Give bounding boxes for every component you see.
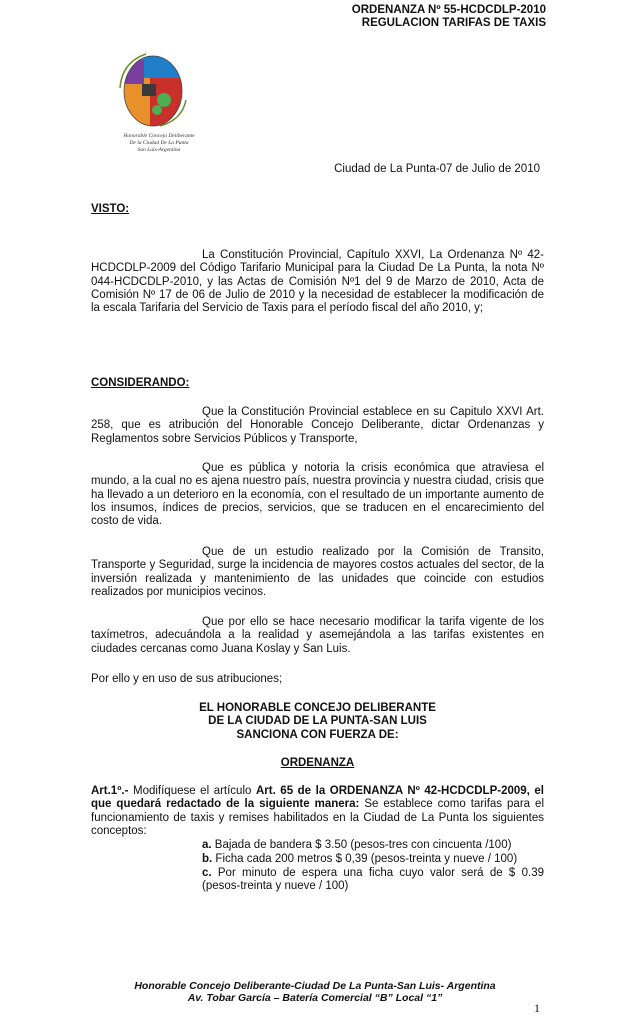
considerando-paragraph-2: Que es pública y notoria la crisis económica que atraviesa el mundo, a la cual no es ajena nuestro país, nuestra provincia y nuestra ciudad, crisis que ha llevado a un deterioro en la economía, con el resultado de un importante aumento de los insumos, índices de precios, servicios, que se traducen en el encarecimiento del costo de vida. [91, 462, 544, 528]
document-footer [90, 980, 540, 1004]
sanciona-line-3: SANCIONA CON FUERZA DE: [236, 728, 399, 741]
page-number: 1 [534, 1001, 540, 1015]
visto-heading: VISTO: [91, 203, 130, 215]
considerando-paragraph-4: Que por ello se hace necesario modificar la tarifa vigente de los taxímetros, adecuándola a la realidad y asemejándola a las tarifas existentes en ciudades cercanas como Juana Koslay y San Luis. [91, 616, 544, 655]
visto-paragraph: La Constitución Provincial, Capítulo XXVI, La Ordenanza Nº 42-HCDCDLP-2009 del Código Tarifario Municipal para la Ciudad De La Punta, la nota Nº 044-HCDCDLP-2010, y las Actas de Comisión Nº1 del 9 de Marzo de 2010, Acta de Comisión Nº 17 de 06 de Julio de 2010 y la necesidad de establecer la modificación de la escala Tarifaria del Servicio de Taxis para el período fiscal del año 2010, y; [91, 249, 544, 315]
article-1-label: Art.1º.- [91, 785, 129, 797]
considerando-heading: CONSIDERANDO: [91, 377, 190, 389]
sanciona-line-2: DE LA CIUDAD DE LA PUNTA-SAN LUIS [208, 715, 427, 728]
tariff-item-c: c. Por minuto de espera una ficha cuyo valor será de $ 0.39 (pesos-treinta y nueve / 100) [202, 867, 544, 893]
article-1-reference: Art. 65 de la ORDENANZA Nº 42-HCDCDLP-2009, el que quedará redactado de la siguiente manera: [91, 785, 544, 811]
document-date: Ciudad de La Punta-07 de Julio de 2010 [334, 163, 540, 175]
ordenanza-heading: ORDENANZA [280, 757, 355, 769]
council-logo-icon [112, 48, 194, 130]
considerando-paragraph-1: Que la Constitución Provincial establece en su Capitulo XXVI Art. 258, que es atribución del Honorable Concejo Deliberante, dictar Ordenanzas y Reglamentos sobre Servicios Públicos y Transporte, [91, 406, 544, 445]
footer-line-1: Honorable Concejo Deliberante-Ciudad De La Punta-San Luis- Argentina [134, 980, 496, 992]
considerando-paragraph-3: Que de un estudio realizado por la Comisión de Transito, Transporte y Seguridad, surge la incidencia de mayores costos actuales del sector, de la inversión realizada y mantenimiento de las unidades que coincide con estudios realizados por municipios vecinos. [91, 546, 544, 598]
tariff-item-a: a. Bajada de bandera $ 3.50 (pesos-tres con cincuenta /100) [202, 839, 512, 851]
ordinance-subject: REGULACION TARIFAS DE TAXIS [361, 17, 546, 29]
logo-caption: Honorable Concejo Deliberante De la Ciudad De La Punta San Luis-Argentina [123, 133, 195, 153]
sanciona-line-1: EL HONORABLE CONCEJO DELIBERANTE [199, 702, 436, 714]
article-1-paragraph: Art.1º.- Modifíquese el artículo Art. 65 de la ORDENANZA Nº 42-HCDCDLP-2009, el que quedará redactado de la siguiente manera: Se establece como tarifas para el funcionamiento de taxis y remises habilitados en la Ciudad de La Punta los siguientes conceptos: [91, 785, 544, 837]
ordinance-number: ORDENANZA Nº 55-HCDCDLP-2010 [351, 4, 546, 16]
considerando-paragraph-5: Por ello y en uso de sus atribuciones; [91, 673, 283, 685]
sanciona-block [91, 702, 544, 742]
tariff-item-b: b. Ficha cada 200 metros $ 0,39 (pesos-treinta y nueve / 100) [202, 853, 518, 865]
footer-line-2: Av. Tobar García – Batería Comercial “B” Local “1” [187, 992, 443, 1004]
document-header [352, 4, 546, 30]
